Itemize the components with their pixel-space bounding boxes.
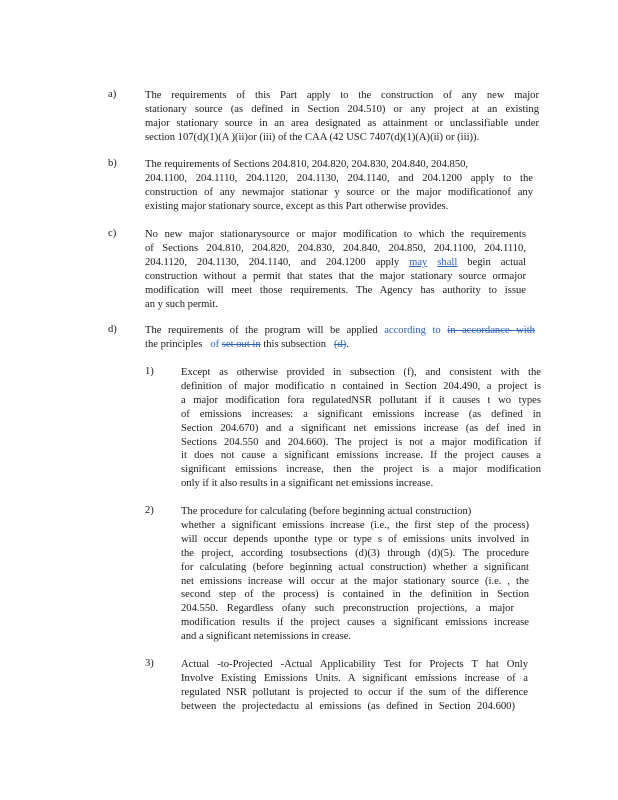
- text-line: the project, according tosubsections (d)(3) through (d)(5). The procedure: [181, 547, 529, 559]
- paragraph-text: [145, 324, 535, 352]
- text-line: will occur depends uponthe type or type s of emissions units involved in: [181, 533, 529, 545]
- text-line: Actual -to-Projected -Actual Applicability Test for Projects T hat Only: [181, 659, 528, 670]
- subparagraph-label: 1): [145, 366, 154, 377]
- text-line: No new major stationarysource or major modification to which the requirements: [145, 229, 526, 240]
- paragraph-label: b): [108, 158, 117, 169]
- text-line: between the projectedactu al emissions (as defined in Section 204.600): [181, 700, 515, 712]
- text-line: 204.550. Regardless ofany such preconstruction projections, a major: [181, 603, 514, 615]
- text-line: existing major stationary source, except as this Part otherwise provides.: [145, 200, 449, 212]
- deleted-text: (d): [333, 338, 347, 350]
- text-line: net emissions increase will occur at the major stationary source (i.e. , the: [181, 575, 529, 587]
- text-line: major stationary source in an area designated as attainment or unclassifiable under: [145, 117, 539, 129]
- subparagraph-label: 2): [145, 505, 154, 516]
- text-line: only if it also results in a significant net emissions increase.: [181, 478, 434, 490]
- inserted-text: of: [210, 338, 220, 350]
- text-line: construction without a permit that states that the major stationary source ormajor: [145, 270, 526, 282]
- text-segment: .: [346, 338, 349, 350]
- paragraph-label: a): [108, 89, 117, 100]
- text-line: for calculating (before beginning actual construction) whether a significant: [181, 561, 529, 573]
- text-line: section 107(d)(1)(A )(ii)or (iii) of the CAA (42 USC 7407(d)(1)(A)(ii) or (iii)).: [145, 131, 480, 143]
- text-line: Except as otherwise provided in subsection (f), and consistent with the: [181, 367, 541, 378]
- text-segment: begin actual: [467, 256, 526, 268]
- text-line: an y such permit.: [145, 298, 218, 310]
- subparagraph-label: 3): [145, 658, 154, 669]
- text-line: definition of major modificatio n contained in Section 204.490, a project is: [181, 380, 541, 392]
- subparagraph-text: [181, 505, 529, 644]
- paragraph-text: [145, 228, 526, 311]
- text-line: modification results if the project causes a significant emissions increase: [181, 617, 529, 629]
- text-line: a major modification fora regulatedNSR pollutant if it causes t wo types: [181, 394, 541, 406]
- text-line: modification will meet those requirements. The Agency has authority to issue: [145, 284, 526, 296]
- text-line: regulated NSR pollutant is projected to occur if the sum of the difference: [181, 686, 528, 698]
- subparagraph-text: [181, 366, 541, 491]
- text-line: significant emissions increase, then the project is a major modification: [181, 464, 541, 476]
- inserted-text: shall: [437, 256, 458, 268]
- text-line: whether a significant emissions increase (i.e., the first step of the process): [181, 519, 529, 531]
- text-line: 204.1100, 204.1110, 204.1120, 204.1130, 204.1140, and 204.1200 apply to the: [145, 172, 533, 184]
- text-line: [145, 324, 535, 338]
- deleted-text: in accordance with: [447, 325, 535, 336]
- text-segment: this subsection: [263, 338, 326, 350]
- paragraph-label: c): [108, 228, 117, 239]
- text-line: Involve Existing Emissions Units. A significant emissions increase of a: [181, 672, 528, 684]
- struck-text: may: [409, 256, 428, 268]
- paragraph-text: [145, 158, 533, 214]
- paragraph-text: [145, 89, 539, 145]
- text-line: The requirements of Sections 204.810, 204.820, 204.830, 204.840, 204.850,: [145, 159, 469, 170]
- text-line: stationary source (as defined in Section 204.510) or any project at an existing: [145, 103, 539, 115]
- paragraph-label: d): [108, 324, 117, 335]
- text-segment: 204.1120, 204.1130, 204.1140, and 204.1200 apply: [145, 256, 400, 268]
- text-line: of emissions increases: a significant emissions increase (as defined in: [181, 408, 541, 420]
- text-line: Sections 204.550 and 204.660). The project is not a major modification if: [181, 436, 541, 448]
- inserted-text: according to: [384, 325, 441, 336]
- text-line: and a significant netemissions in crease.: [181, 631, 352, 643]
- text-line: [145, 256, 526, 270]
- text-line: of Sections 204.810, 204.820, 204.830, 204.840, 204.850, 204.1100, 204.1110,: [145, 242, 526, 254]
- subparagraph-text: [181, 658, 528, 714]
- text-segment: The requirements of the program will be applied: [145, 325, 378, 336]
- text-line: Section 204.670) and a significant net emissions increase (as def ined in: [181, 422, 541, 434]
- text-line: construction of any newmajor stationar y source or the major modificationof any: [145, 186, 533, 198]
- text-line: second step of the process) is contained in the definition in Section: [181, 589, 529, 601]
- text-segment: the principles: [145, 338, 203, 350]
- text-line: [145, 338, 535, 352]
- deleted-text: set out in: [221, 338, 261, 350]
- text-line: The procedure for calculating (before beginning actual construction): [181, 506, 472, 517]
- text-line: The requirements of this Part apply to the construction of any new major: [145, 90, 539, 101]
- text-line: it does not cause a significant emissions increase. If the project causes a: [181, 450, 541, 462]
